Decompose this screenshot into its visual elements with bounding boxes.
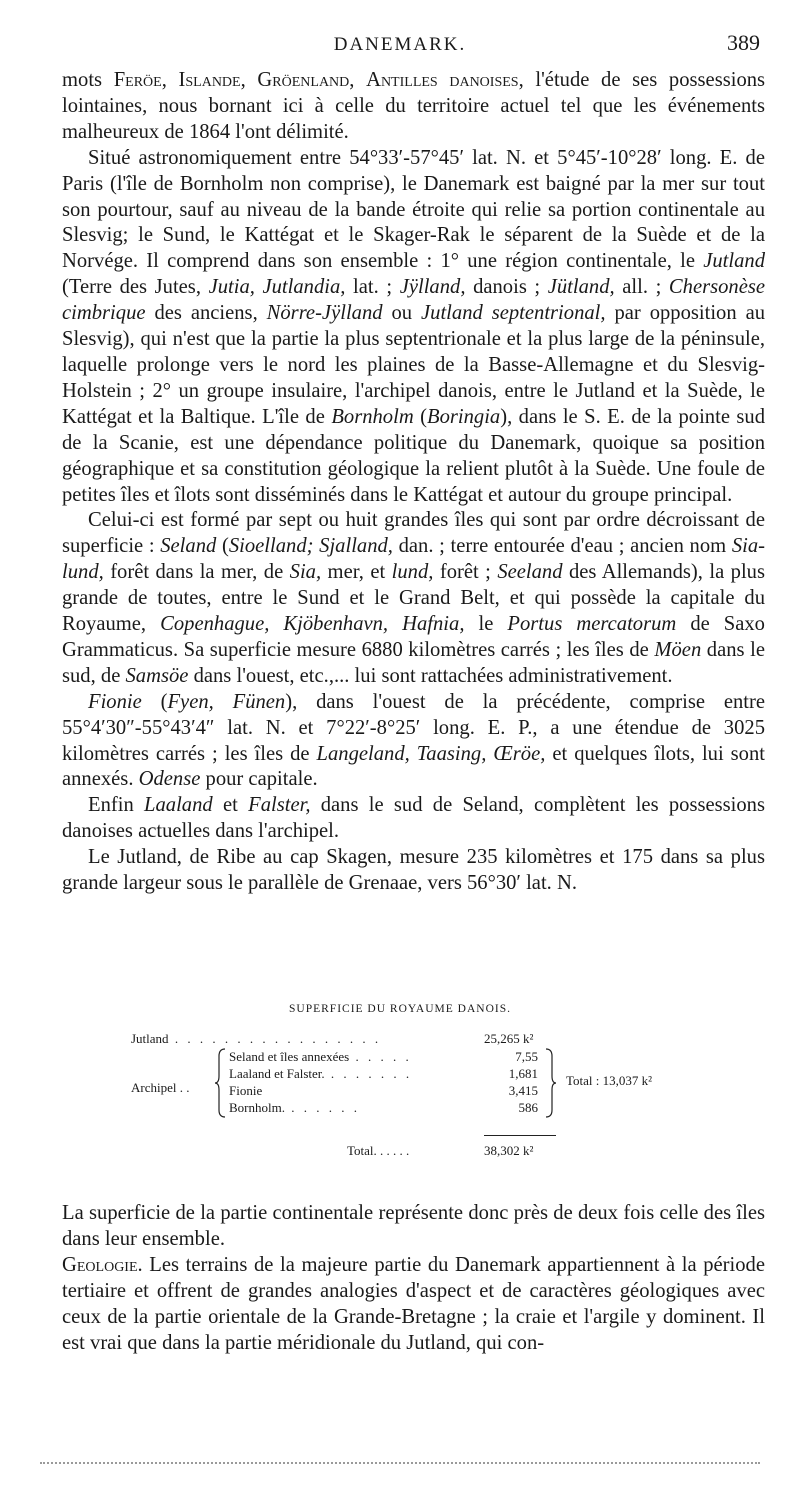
italic-term: Falster, xyxy=(248,794,311,817)
table-row: Fionie xyxy=(229,1083,263,1098)
paragraph-2 xyxy=(62,146,765,509)
text-run: dan. ; terre entourée d'eau ; ancien nom xyxy=(392,535,732,558)
italic-term: Möen xyxy=(654,638,702,661)
text-run: Celui-ci est formé par sept ou huit grandes îles qui sont par ordre décroissant de superficie : xyxy=(62,509,765,558)
place-name: Feröe xyxy=(113,69,162,91)
text-run: le xyxy=(464,613,508,636)
text-run: , l'étude de ses possessions lointaines, nous bornant ici à celle du territoire actuel tel que les événements malheureux de 1864 l'ont délimité. xyxy=(62,69,766,143)
table-divider xyxy=(484,1135,556,1136)
italic-term: Copenhague, Kjöbenhavn, Hafnia, xyxy=(160,613,465,636)
italic-term: Seland xyxy=(160,535,217,558)
page-number: 389 xyxy=(727,30,760,55)
italic-term: Jÿlland, xyxy=(399,276,466,299)
italic-term: Sia, xyxy=(289,561,322,584)
italic-term: Fionie xyxy=(88,690,142,713)
text-run: ), dans l'ouest de la précédente, comprise entre 55°4′30″-55°43′4″ lat. N. et 7°22′-8°25′ long. E. P., a une étendue de 3025 kilomètres carrés ; les îles de xyxy=(62,690,765,765)
table-title: SUPERFICIE DU ROYAUME DANOIS. xyxy=(289,1003,511,1015)
place-name: Gröenland xyxy=(257,69,350,91)
text-run: danois ; xyxy=(465,276,548,299)
text-run: de Saxo Grammaticus. Sa superficie mesure 6880 kilomètres carrés ; les îles de xyxy=(62,613,765,661)
text-run: , xyxy=(349,69,367,91)
italic-term: Bornholm xyxy=(331,405,414,428)
running-title: DANEMARK. xyxy=(333,34,467,55)
italic-term: Sioelland; Sjalland, xyxy=(228,535,393,558)
table-row: Bornholm. . . . . . . xyxy=(229,1100,360,1115)
text-run: forêt dans la mer, de xyxy=(103,561,290,584)
italic-term: Boringia xyxy=(426,405,501,428)
text-run: lat. ; xyxy=(345,276,400,299)
text-run: ( xyxy=(216,535,229,558)
text-run: dans le sud, de xyxy=(62,638,765,687)
text-run: Enfin xyxy=(88,794,145,817)
paragraph-4 xyxy=(62,690,765,794)
italic-term: Sia-lund, xyxy=(62,535,765,584)
italic-term: Nörre-Jÿlland xyxy=(266,302,383,325)
italic-term: Seeland xyxy=(497,561,563,584)
place-name: Antilles danoises xyxy=(366,69,519,91)
table-row-value: 1,681 xyxy=(508,1066,538,1081)
table-row-value: 586 xyxy=(518,1100,538,1115)
table-row: Laaland et Falster. . . . . . . . xyxy=(229,1066,413,1081)
text-run: des anciens, xyxy=(145,302,267,325)
area-table xyxy=(0,1027,800,1167)
italic-term: Fyen, Fünen xyxy=(167,690,286,713)
text-run: par opposition au Slesvig), qui n'est que la partie la plus septentrionale et la plus large de la péninsule, laquelle prolonge vers le nord les plaines de la Basse-Allemagne et du Slesvig-Holstein ; 2° un groupe insulaire, l'archipel danois, entre le Jutland et la Suède, le Kattégat et la Baltique. L'île de xyxy=(62,302,766,428)
paragraph-5 xyxy=(62,793,765,845)
table-row: Seland et îles annexées . . . . . xyxy=(229,1049,412,1064)
text-run: dans l'ouest, etc.,... lui sont rattachées administrativement. xyxy=(188,664,673,687)
page-header xyxy=(0,30,800,64)
paragraph-3 xyxy=(62,508,765,689)
italic-term: Odense xyxy=(138,768,201,791)
text-run: et quelques îlots, lui sont annexés. xyxy=(62,742,765,791)
text-run: all. ; xyxy=(614,276,669,299)
place-name: Islande xyxy=(178,69,241,91)
table-label-archipel: Archipel . . xyxy=(131,1080,190,1095)
scan-artifact-line xyxy=(40,1462,760,1466)
text-run: des Allemands), la plus grande de toutes, entre le Sund et le Grand Belt, et qui possède la capitale du Royaume, xyxy=(62,561,765,636)
table-total-value: 38,302 k² xyxy=(484,1143,534,1158)
table-value-jutland: 25,265 k² xyxy=(484,1031,534,1046)
italic-term: Jutland xyxy=(703,250,765,273)
text-run: Les terrains de la majeure partie du Danemark appartiennent à la période tertiaire et offrent de grandes analogies d'aspect et de caractères géologiques avec ceux de la partie orientale de la Grande-Bretagne ; la craie et l'argile y dominent. Il est vrai que dans la partie méridionale du Jutland, qui con- xyxy=(62,1253,765,1354)
right-brace-icon xyxy=(545,1048,557,1118)
italic-term: Laaland xyxy=(144,794,213,817)
italic-term: Jutland septentrional, xyxy=(421,302,606,325)
table-row-value: 7,55 xyxy=(515,1049,538,1064)
main-text-continued xyxy=(62,1201,765,1356)
text-run: ), dans le S. E. de la pointe sud de la Scanie, est une dépendance politique du Danemark, quoique sa position géographique et sa constitution géologique la relient plutôt à la Suède. Une foule de petites îles et îlots sont disséminés dans le Kattégat et autour du groupe principal. xyxy=(62,405,765,506)
text-run: , xyxy=(240,69,258,91)
text-run: pour capitale. xyxy=(200,768,318,791)
text-run: Situé astronomiquement entre 54°33′-57°45′ lat. N. et 5°45′-10°28′ long. E. de Paris (l'île de Bornholm non comprise), le Danemark est baigné par la mer sur tout son pourtour, sauf au niveau de la bande étroite qui relie sa portion continentale au Slesvig; le Sund, le Kattégat et le Skager-Rak le séparent de la Suède et de la Norvége. Il comprend dans son ensemble : 1° une région continentale, le xyxy=(62,146,765,273)
italic-term: Jütland, xyxy=(547,276,615,299)
paragraph-8 xyxy=(62,1253,765,1357)
text-run: dans le sud de Seland, complètent les possessions danoises actuelles dans l'archipel. xyxy=(62,794,765,843)
text-run: et xyxy=(212,794,249,817)
text-run: ( xyxy=(141,690,168,713)
text-run: ( xyxy=(413,405,427,428)
text-run: ou xyxy=(382,302,422,325)
text-run: mer, et xyxy=(321,561,392,584)
text-run: , xyxy=(161,69,179,91)
text-run: mots xyxy=(62,69,114,91)
table-row-value: 3,415 xyxy=(508,1083,538,1098)
section-heading: Geologie. xyxy=(62,1253,143,1276)
text-run: (Terre des Jutes, xyxy=(62,276,209,299)
paragraph-7: La superficie de la partie continentale représente donc près de deux fois celle des îles dans leur ensemble. xyxy=(62,1202,765,1250)
left-brace-icon xyxy=(214,1048,226,1118)
paragraph-6: Le Jutland, de Ribe au cap Skagen, mesure 235 kilomètres et 175 dans sa plus grande largeur sous le parallèle de Grenaae, vers 56°30′ lat. N. xyxy=(62,846,765,895)
italic-term: lund, xyxy=(391,561,434,584)
paragraph-1 xyxy=(62,68,765,146)
italic-term: Jutia, Jutlandia, xyxy=(208,276,346,299)
main-text xyxy=(62,68,765,897)
table-label-jutland: Jutland . . . . . . . . . . . . . . . . . xyxy=(131,1031,382,1046)
italic-term: Langeland, Taasing, Œröe, xyxy=(316,742,546,765)
text-run: forêt ; xyxy=(433,561,498,584)
italic-term: Chersonèse cimbrique xyxy=(62,276,766,325)
table-total-label: Total. . . . . . xyxy=(347,1143,410,1158)
italic-term: Portus mercatorum xyxy=(507,613,677,636)
table-archipel-total: Total : 13,037 k² xyxy=(566,1073,653,1088)
italic-term: Samsöe xyxy=(125,664,189,687)
